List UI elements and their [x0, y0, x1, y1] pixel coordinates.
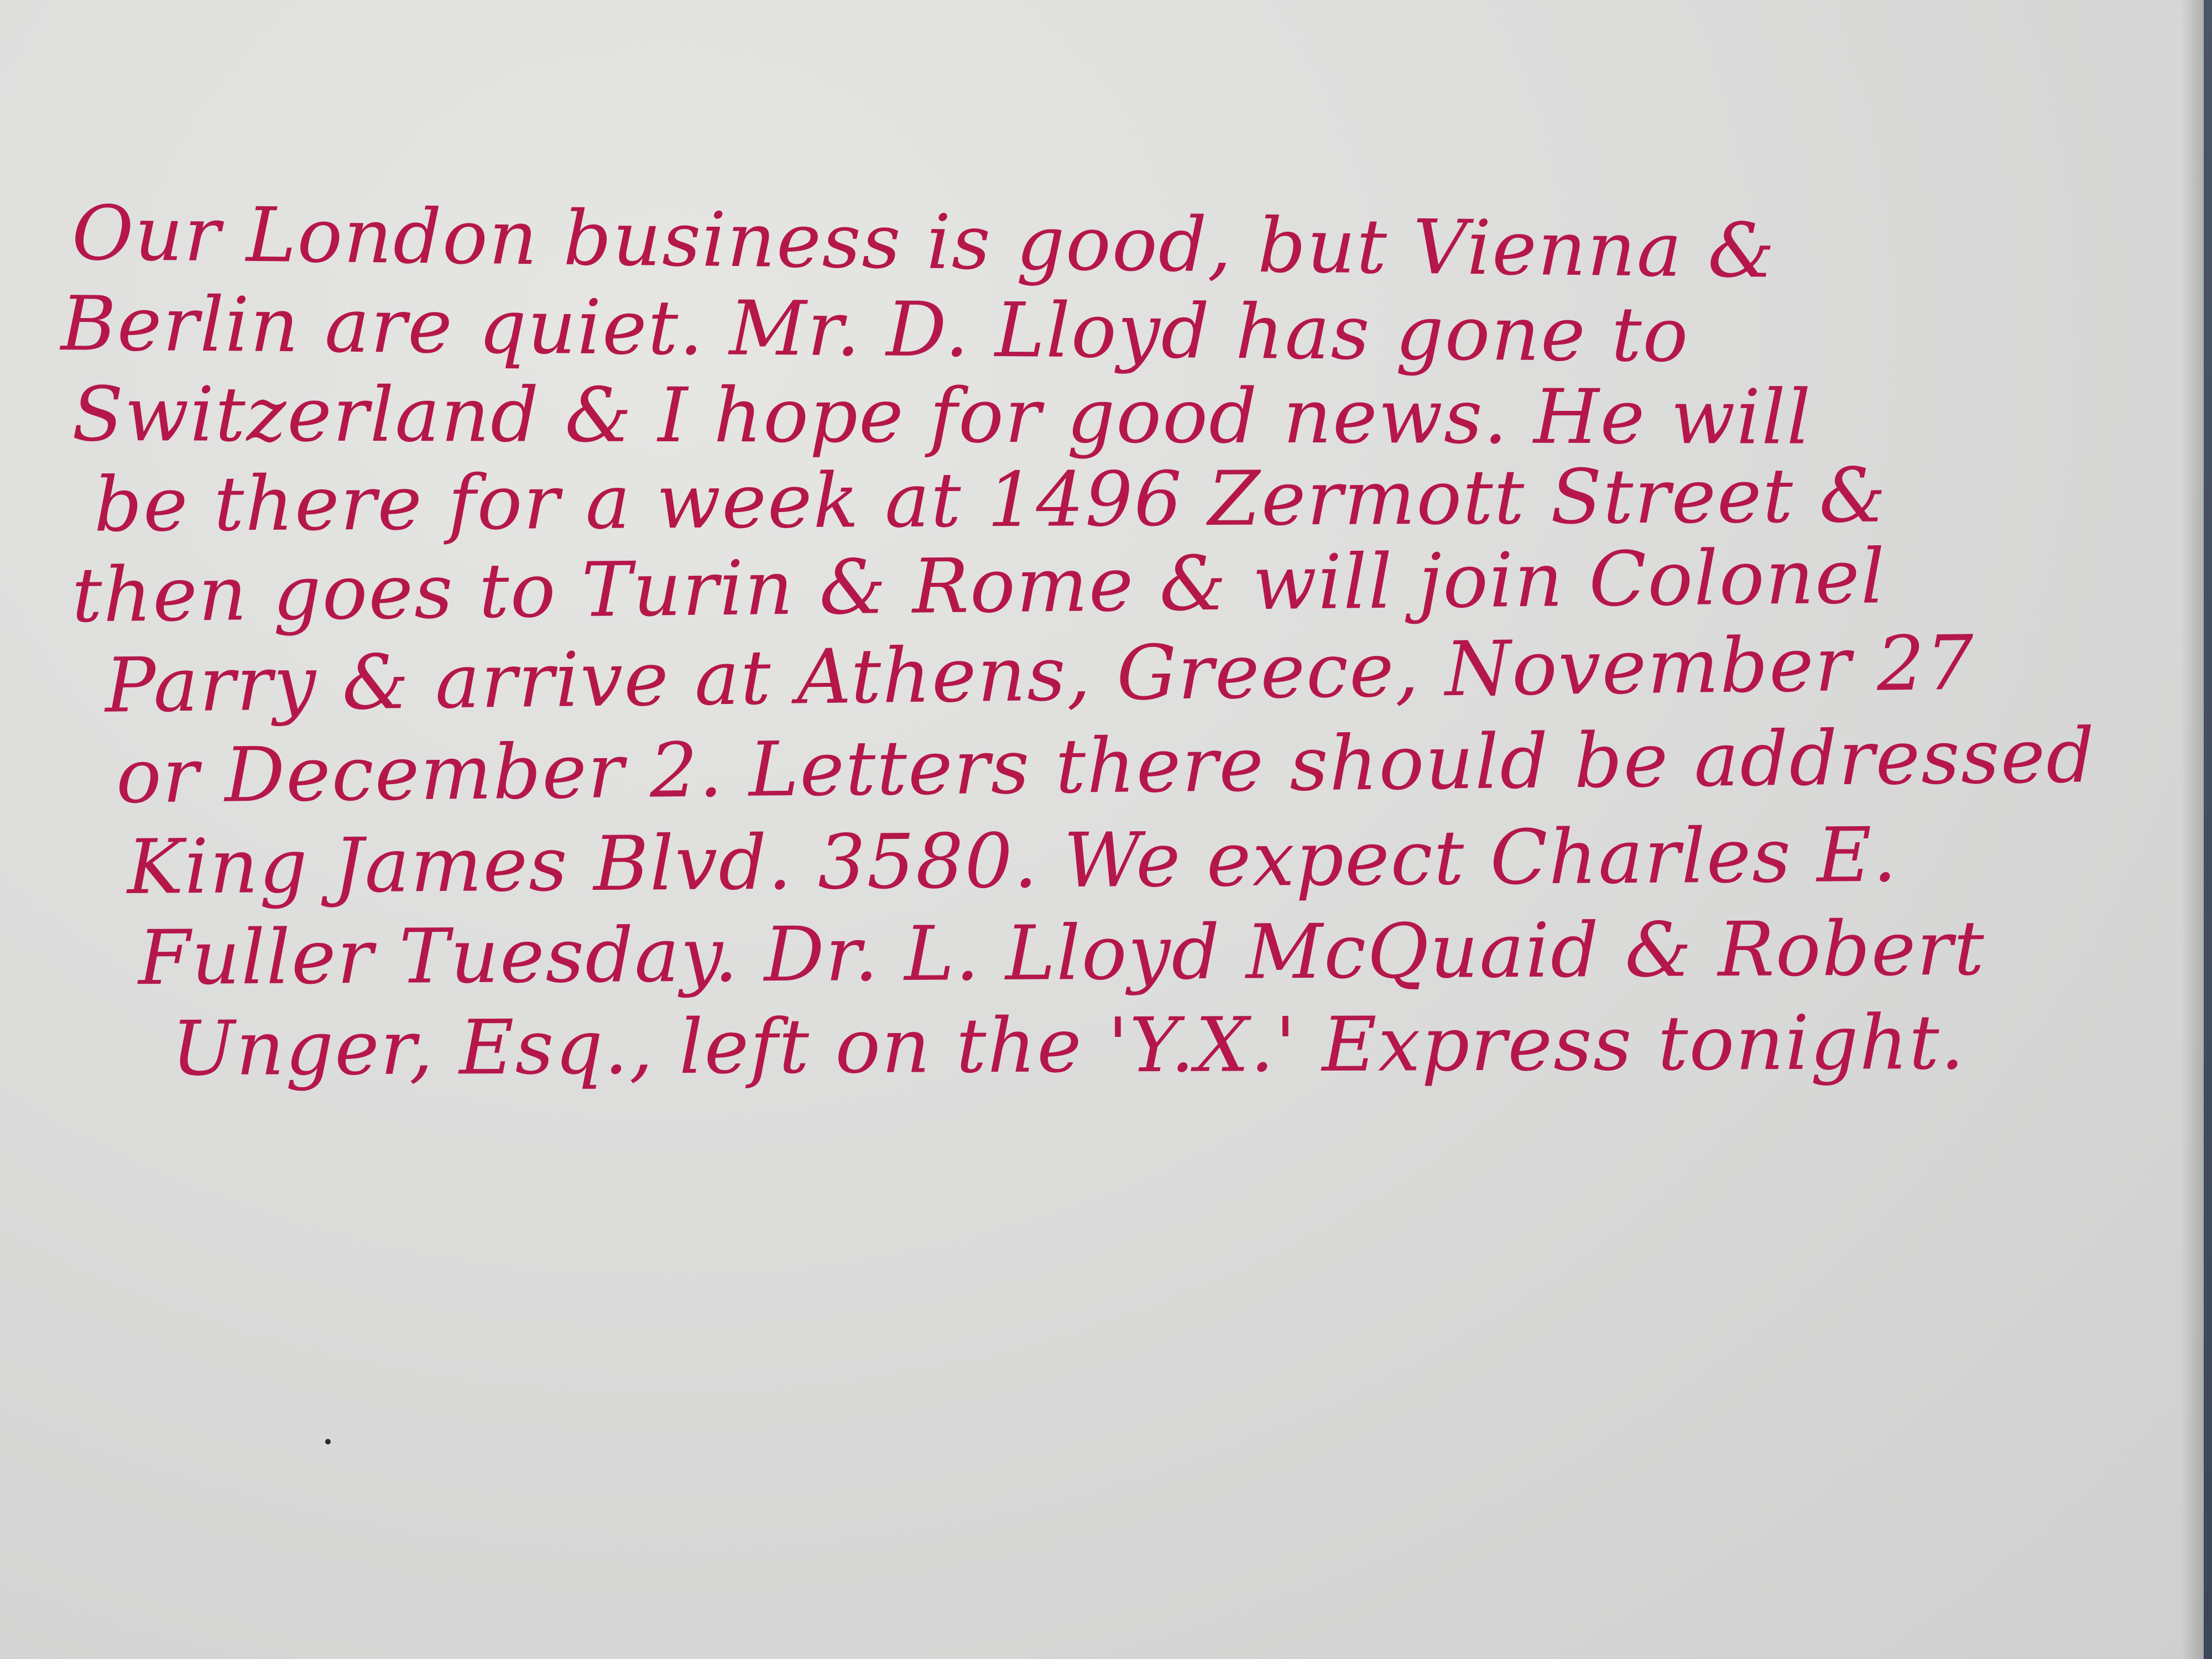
letter-line-8: King James Blvd. 3580. We expect Charles E. — [127, 811, 1898, 912]
letter-line-6: Parry & arrive at Athens, Greece, November 27 — [105, 619, 1975, 730]
letter-line-9: Fuller Tuesday. Dr. L. Lloyd McQuaid & Robert — [138, 905, 1986, 1003]
letter-line-3: Switzerland & I hope for good news. He will — [71, 371, 1812, 462]
paper-edge-shadow — [2182, 0, 2204, 1659]
ink-dot — [325, 1439, 331, 1444]
handwritten-letter — [50, 188, 2184, 1095]
letter-line-2: Berlin are quiet. Mr. D. Lloyd has gone to — [60, 280, 1689, 379]
letter-line-5: then goes to Turin & Rome & will join Colonel — [71, 533, 1886, 640]
letter-line-4: be there for a week at 1496 Zermott Street & — [93, 452, 1887, 549]
letter-line-7: or December 2. Letters there should be addressed — [116, 712, 2096, 821]
letter-line-1: Our London business is good, but Vienna & — [71, 190, 1777, 295]
letter-line-10: Unger, Esq., left on the 'Y.X.' Express tonight. — [171, 999, 1966, 1093]
